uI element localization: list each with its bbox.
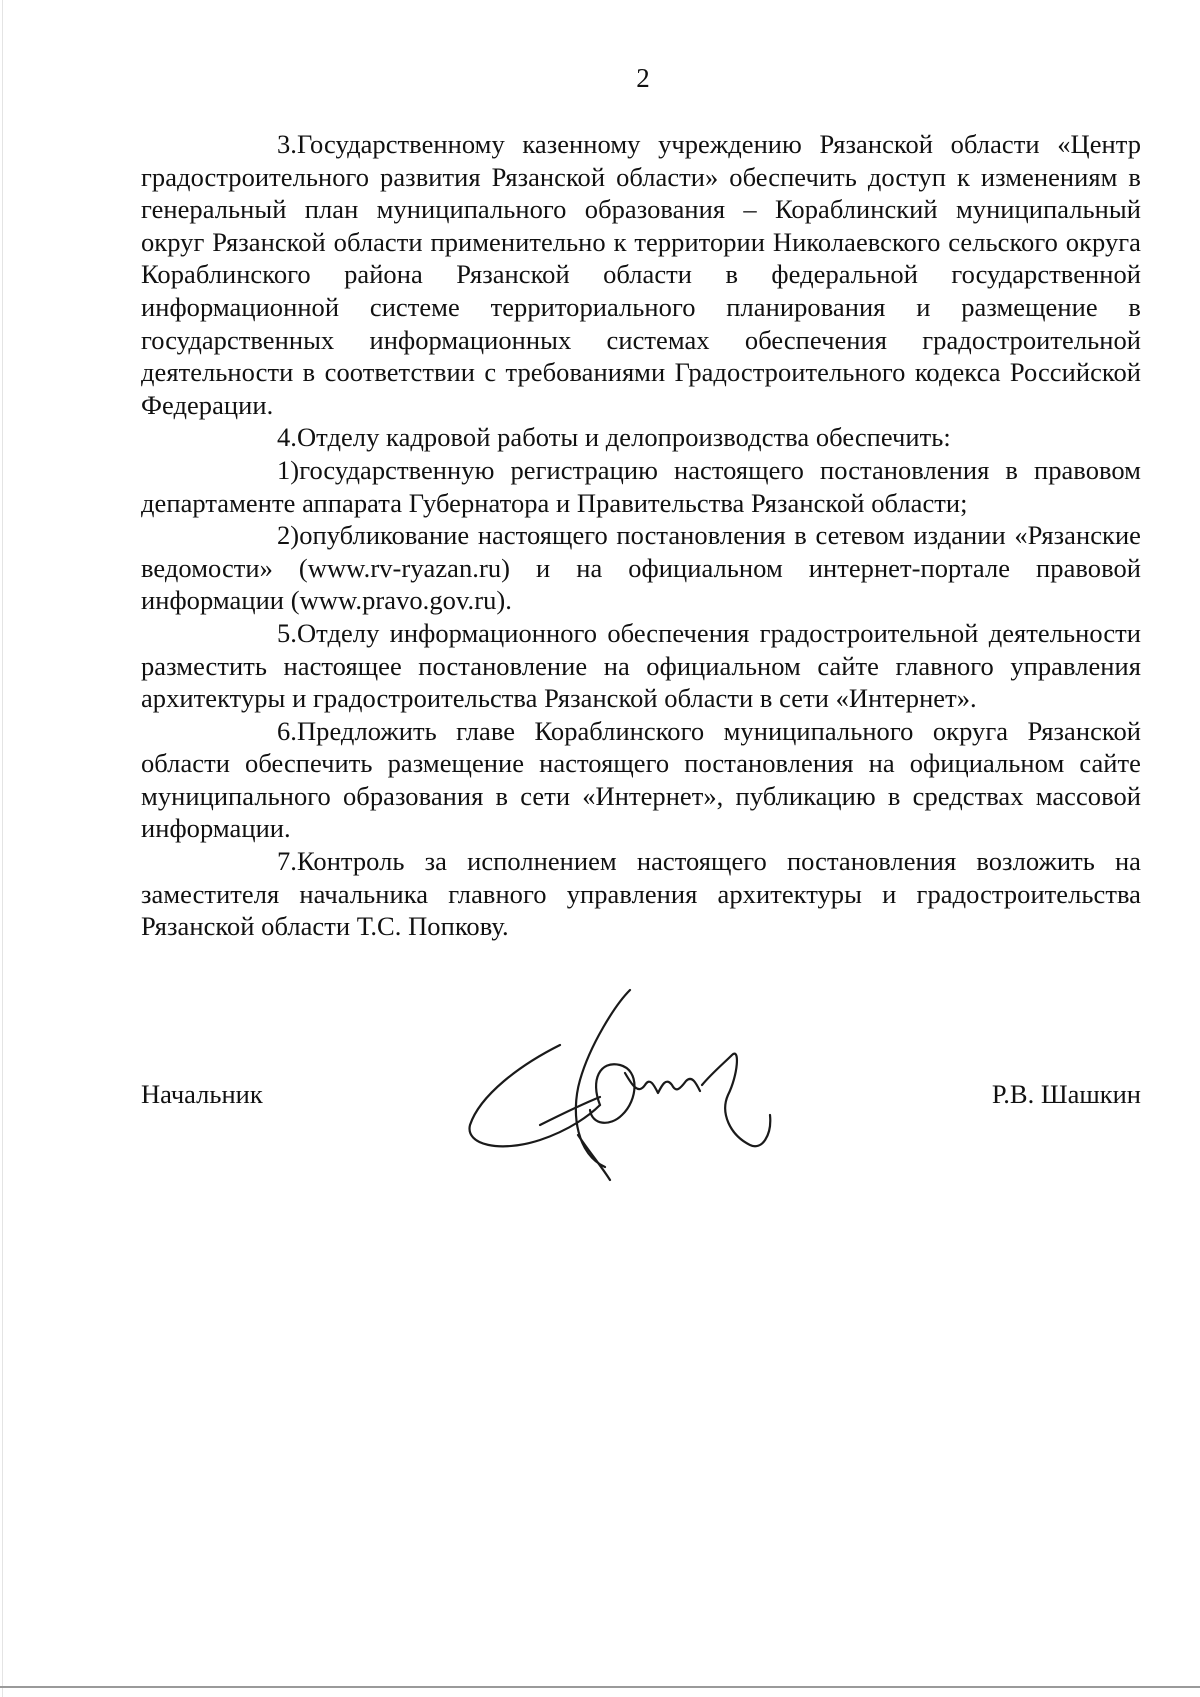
paragraph-text: Отделу информационного обеспечения градостроительной деятельности разместить настоящее постановление на официальном сайте главного управления архитектуры и градостроительства Рязанской области в сети «Интернет».: [141, 617, 1141, 714]
paragraph-number: 5.: [277, 617, 297, 648]
paragraph-number: 2): [277, 520, 300, 551]
paragraph-number: 1): [277, 454, 300, 485]
document-body: [141, 128, 1141, 943]
paragraph-text: Государственному казенному учреждению Рязанской области «Центр градостроительного развития Рязанской области» обеспечить доступ к изменениям в генеральный план муниципального образования – Кораблинский муниципальный округ Рязанской области применительно к территории Николаевского сельского округа Кораблинского района Рязанской области в федеральной государственной информационной системе территориального планирования и размещение в государственных информационных системах обеспечения градостроительной деятельности в соответствии с требованиями Градостроительного кодекса Российской Федерации.: [141, 129, 1141, 420]
paragraph-text: Отделу кадровой работы и делопроизводства обеспечить:: [296, 422, 951, 453]
signatory-title: Начальник: [141, 1079, 263, 1109]
paragraph-4-1: [141, 454, 1141, 519]
paragraph-number: 4.: [277, 422, 297, 453]
paragraph-text: опубликование настоящего постановления в сетевом издании «Рязанские ведомости» (www.rv-ryazan.ru) и на официальном интернет-портале правовой информации (www.pravo.gov.ru).: [141, 520, 1141, 616]
paragraph-3: [141, 128, 1141, 421]
paragraph-7: [141, 845, 1141, 943]
bottom-scan-edge: [0, 1686, 1200, 1688]
signatory-name: Р.В. Шашкин: [991, 1079, 1141, 1109]
paragraph-text: Контроль за исполнением настоящего постановления возложить на заместителя начальника главного управления архитектуры и градостроительства Рязанской области Т.С. Попкову.: [141, 846, 1141, 942]
paragraph-4: [141, 421, 1141, 454]
page-edge: [2, 0, 3, 1697]
page-number: 2: [636, 63, 650, 93]
paragraph-number: 3.: [277, 129, 297, 159]
signature-block: [141, 1078, 1141, 1118]
paragraph-5: [141, 617, 1141, 715]
paragraph-6: [141, 715, 1141, 845]
paragraph-number: 7.: [277, 846, 297, 877]
paragraph-4-2: [141, 519, 1141, 617]
paragraph-text: Предложить главе Кораблинского муниципального округа Рязанской области обеспечить размещение настоящего постановления на официальном сайте муниципального образования в сети «Интернет», публикацию в средствах массовой информации.: [141, 715, 1141, 844]
paragraph-number: 6.: [277, 715, 297, 746]
paragraph-text: государственную регистрацию настоящего постановления в правовом департаменте аппарата Губернатора и Правительства Рязанской области;: [141, 454, 1141, 518]
